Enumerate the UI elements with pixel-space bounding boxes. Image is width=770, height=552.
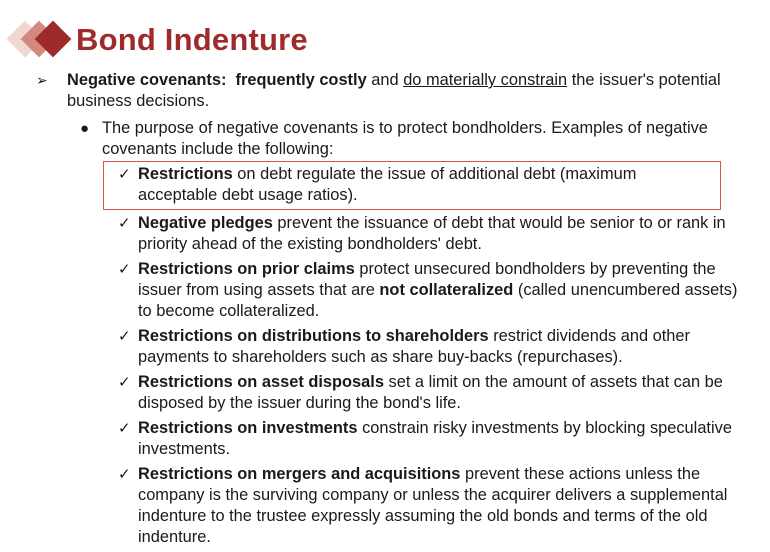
covenant-item-distributions (118, 326, 754, 368)
covenant-title: Restrictions (138, 165, 233, 183)
covenant-description: protect unsecured bondholders by preventing the issuer from using assets that are (138, 260, 716, 299)
and-text: and (371, 71, 399, 89)
covenant-title: Restrictions on mergers and acquisitions (138, 465, 461, 483)
issuer-decisions-text: the issuer's potential business decisions. (67, 71, 721, 110)
covenant-title: Negative pledges (138, 214, 273, 232)
covenant-list (118, 162, 754, 548)
covenant-item-negative-pledges (118, 213, 754, 255)
checkmark-icon: ✓ (118, 261, 131, 278)
checkmark-icon: ✓ (118, 466, 131, 483)
dot-bullet-icon: ● (80, 120, 90, 137)
checkmark-icon: ✓ (118, 420, 131, 437)
covenant-title: Restrictions on distributions to shareholders (138, 327, 489, 345)
level2-bullet-item (80, 118, 754, 160)
covenant-item-debt-restrictions (104, 162, 720, 209)
covenant-item-asset-disposals (118, 372, 754, 414)
page-title: Bond Indenture (76, 22, 308, 57)
underlined-text: do materially constrain (403, 71, 568, 89)
content-body (36, 70, 754, 552)
covenant-title: Restrictions on prior claims (138, 260, 355, 278)
frequently-costly-text: frequently costly (235, 71, 367, 89)
not-collateralized-text: not collateralized (379, 281, 514, 299)
arrow-bullet-icon: ➢ (36, 72, 48, 88)
checkmark-icon: ✓ (118, 166, 131, 183)
covenant-item-prior-claims (118, 259, 754, 322)
covenant-description: constrain risky investments by blocking speculative investments. (138, 419, 732, 458)
covenant-item-investments (118, 418, 754, 460)
covenant-title: Restrictions on asset disposals (138, 373, 384, 391)
covenant-description: prevent the issuance of debt that would be senior to or rank in priority ahead of the existing bondholders' debt. (138, 214, 726, 253)
checkmark-icon: ✓ (118, 328, 131, 345)
checkmark-icon: ✓ (118, 374, 131, 391)
covenant-description: restrict dividends and other payments to shareholders such as share buy-backs (repurchases). (138, 327, 690, 366)
diamond-logo-icon (10, 18, 68, 62)
title-row (10, 16, 308, 64)
covenant-title: Restrictions on investments (138, 419, 358, 437)
level2-text: The purpose of negative covenants is to protect bondholders. Examples of negative covenants include the following: (102, 119, 708, 158)
level1-text (67, 70, 754, 112)
covenant-description: on debt regulate the issue of additional debt (maximum acceptable debt usage ratios). (138, 165, 637, 204)
covenant-description: set a limit on the amount of assets that can be disposed by the issuer during the bond's life. (138, 373, 723, 412)
negative-covenants-label: Negative covenants: (67, 71, 227, 89)
covenant-description-continued: (called unencumbered assets) to become collateralized. (138, 281, 738, 320)
checkmark-icon: ✓ (118, 215, 131, 232)
level1-bullet-item (36, 70, 754, 112)
covenant-description: prevent these actions unless the company is the surviving company or unless the acquirer delivers a supplemental indenture to the trustee expressly assuming the old bonds and terms of the old indenture. (138, 465, 728, 546)
covenant-item-mergers (118, 464, 754, 548)
